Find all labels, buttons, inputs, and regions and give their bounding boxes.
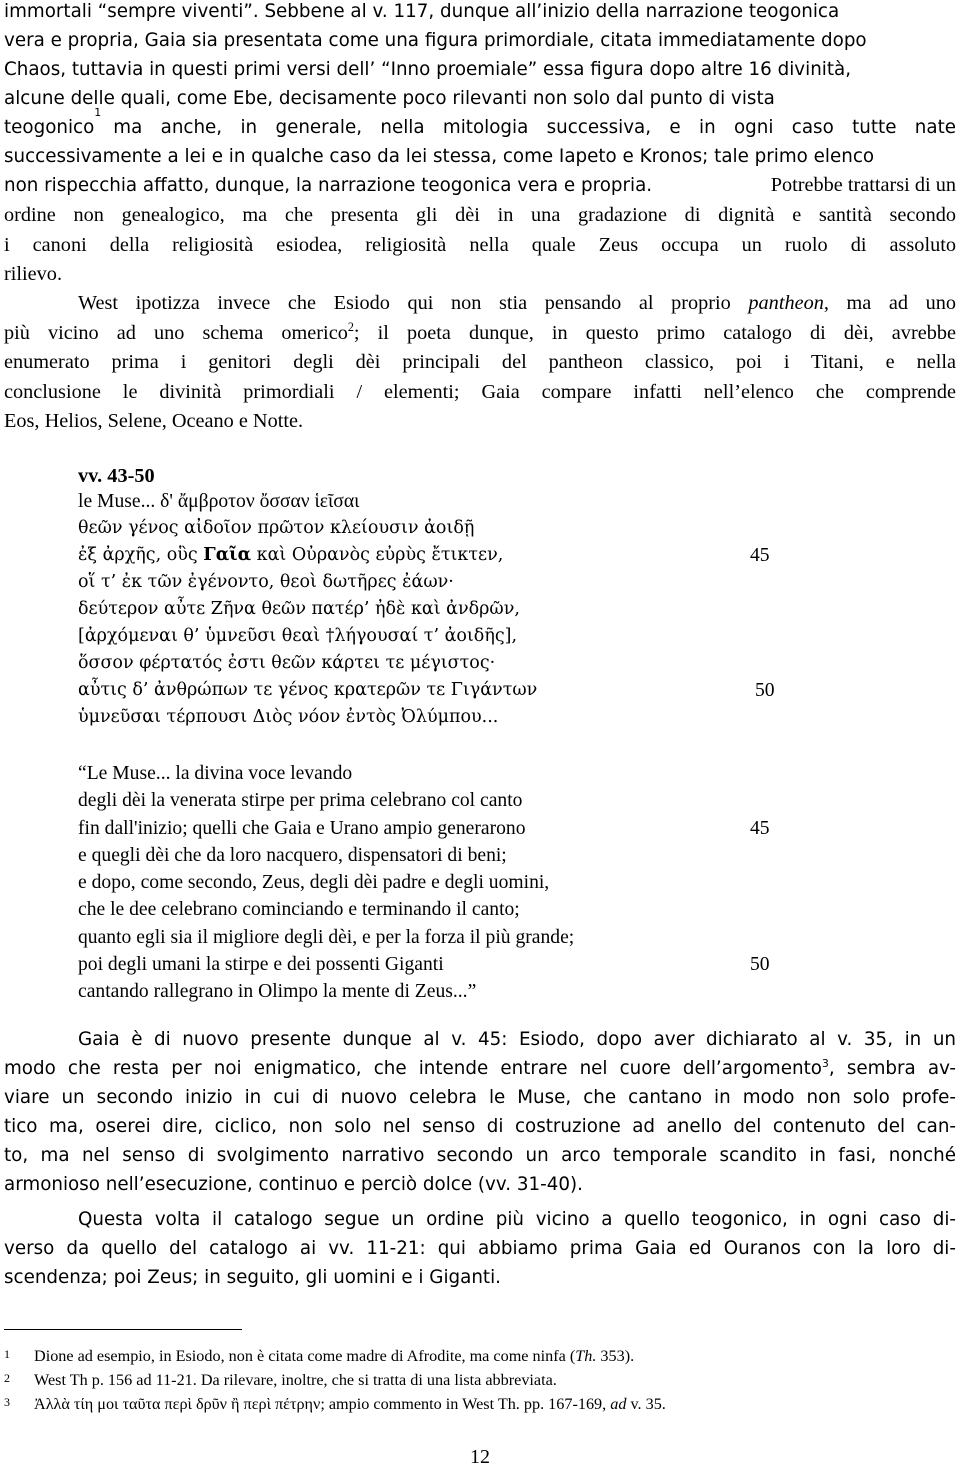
text-line-content (4, 1054, 956, 1083)
verse-number: 45 (750, 817, 770, 839)
italian-translation (0, 760, 960, 1006)
text-line (4, 260, 956, 290)
text-line-content: armonioso nell’esecuzione, continuo e perciò dolce (vv. 31-40). (4, 1174, 583, 1195)
text-segment: ; il poeta dunque, in questo primo catalogo di dèi, avrebbe (353, 321, 956, 344)
text-line (4, 201, 956, 231)
footnote-marker: 1 (4, 1347, 10, 1361)
text-line-content: immortali “sempre viventi”. Sebbene al v. 117, dunque all’inizio della narrazione teogonica (4, 1, 840, 22)
footnote-marker: 2 (4, 1371, 10, 1385)
text-line-content: tico ma, oserei dire, ciclico, non solo nel senso di costruzione ad anello del contenuto del can- (4, 1116, 956, 1137)
footnote-segment: 353). (596, 1347, 635, 1365)
translation-text: e quegli dèi che da loro nacquero, dispensatori di beni; (78, 844, 507, 866)
text-line (4, 1263, 956, 1292)
verse-line (0, 704, 960, 731)
verse-line (0, 596, 960, 623)
text-line (4, 1083, 956, 1112)
text-line (4, 231, 956, 261)
paragraph-3 (4, 1025, 956, 1199)
text-line (4, 1112, 956, 1141)
text-line-content: vera e propria, Gaia sia presentata come una figura primordiale, citata immediatamente dopo (4, 30, 867, 51)
translation-text: fin dall'inizio; quelli che Gaia e Urano ampio generarono (78, 817, 526, 839)
verse-line (0, 542, 960, 569)
text-line-content: ordine non genealogico, ma che presenta gli dèi in una gradazione di dignità e santità secondo (4, 204, 956, 226)
text-segment: , ma ad uno (823, 292, 957, 314)
text-line-content (113, 113, 956, 142)
text-line-rest: ma anche, in generale, nella mitologia successiva, e in ogni caso tutte nate (113, 117, 956, 138)
text-line-content: rilievo. (4, 263, 63, 285)
text-line-content: viare un secondo inizio in cui di nuovo celebra le Muse, che cantano in modo non solo profe- (4, 1087, 956, 1108)
paragraph-1 (4, 0, 956, 200)
text-line (4, 407, 956, 437)
paragraph-4 (4, 1205, 956, 1292)
text-line-content: verso da quello del catalogo ai vv. 11-21: qui abbiamo prima Gaia ed Ouranos con la loro di- (4, 1238, 956, 1259)
verses-heading: vv. 43-50 (78, 465, 155, 487)
footnote-text (34, 1345, 634, 1368)
paragraph-1-continued (4, 201, 956, 290)
translation-line (0, 978, 960, 1005)
translation-line (0, 896, 960, 923)
text-line-content: non rispecchia affatto, dunque, la narrazione teogonica vera e propria. (4, 175, 653, 196)
text-segment: più vicino ad uno schema omerico (4, 321, 348, 344)
verse-bold-name: Γαῖα (203, 545, 252, 565)
translation-text: quanto egli sia il migliore degli dèi, e per la forza il più grande; (78, 926, 575, 948)
text-line (4, 84, 956, 113)
translation-line (0, 787, 960, 814)
text-line (4, 1141, 956, 1170)
text-line (4, 1234, 956, 1263)
translation-text: poi degli umani la stirpe e dei possenti Giganti (78, 954, 444, 976)
translation-line (0, 842, 960, 869)
verse-line (0, 677, 960, 704)
text-line-content (4, 319, 956, 349)
translation-line (0, 951, 960, 978)
text-segment: , sembra av- (828, 1058, 956, 1079)
verse-text: ὅσσον φέρτατός ἐστι θεῶν κάρτει τε μέγιστος· (78, 653, 496, 673)
verse-text: ὑμνεῦσαι τέρπουσι Διὸς νόον ἐντὸς Ὀλύμπου... (78, 707, 499, 727)
text-line (4, 55, 956, 84)
text-line (4, 289, 956, 319)
verse-number: 45 (750, 545, 770, 566)
text-line (4, 319, 956, 349)
verse-text: οἵ τ’ ἐκ τῶν ἐγένοντο, θεοὶ δωτῆρες ἐάων· (78, 572, 454, 592)
text-line-content: Potrebbe trattarsi di un (770, 174, 956, 196)
verse-text: [ἀρχόμεναι θ’ ὑμνεῦσι θεαὶ †λήγουσαί τ’ ἀοιδῆς], (78, 626, 518, 646)
verse-line (0, 650, 960, 677)
translation-text: degli dèi la venerata stirpe per prima celebrano col canto (78, 790, 523, 812)
footnote-ref-3[interactable]: 3 (821, 1056, 829, 1070)
text-line-content: successivamente a lei e in qualche caso da lei stessa, come Iapeto e Kronos; tale primo elenco (4, 146, 875, 167)
verse-line (0, 488, 960, 515)
footnote-italic: ad (610, 1395, 627, 1413)
translation-line (0, 924, 960, 951)
footnote-italic: Th. (575, 1347, 597, 1365)
text-line-content: enumerato prima i genitori degli dèi principali del pantheon classico, poi i Titani, e nella (4, 351, 956, 373)
text-segment: West ipotizza invece che Esiodo qui non stia pensando al proprio (78, 292, 749, 314)
verse-segment: ἐξ ἀρχῆς, οὓς (78, 545, 204, 565)
text-line-content: conclusione le divinità primordiali / elementi; Gaia compare infatti nell’elenco che comprende (4, 380, 956, 403)
verse-text: θεῶν γένος αἰδοῖον πρῶτον κλείουσιν ἀοιδῇ (78, 518, 475, 538)
verse-text: le Muse... δ' ἄμβροτον ὄσσαν ἱεῖσαι (78, 491, 360, 512)
text-line-content: scendenza; poi Zeus; in seguito, gli uomini e i Giganti. (4, 1267, 501, 1288)
page-number: 12 (470, 1446, 490, 1468)
verse-number: 50 (750, 954, 770, 976)
footnote-segment: Dione ad esempio, in Esiodo, non è citata come madre di Afrodite, ma come ninfa ( (34, 1347, 576, 1365)
text-line (4, 348, 956, 378)
verse-line (0, 515, 960, 542)
text-line (4, 1025, 956, 1054)
footnote-text: West Th p. 156 ad 11-21. Da rilevare, inoltre, che si tratta di una lista abbreviata. (34, 1371, 557, 1389)
text-line (4, 0, 956, 26)
text-line-content: to, ma nel senso di svolgimento narrativo secondo un arco temporale scandito in fasi, nonché (4, 1145, 956, 1166)
footnote-ref-2[interactable]: 2 (347, 319, 354, 334)
footnote-text (34, 1393, 666, 1416)
text-line (4, 26, 956, 55)
translation-line (0, 760, 960, 787)
translation-text: che le dee celebrano cominciando e terminando il canto; (78, 899, 520, 921)
text-line (4, 142, 956, 171)
verse-line (0, 623, 960, 650)
paragraph-2 (4, 289, 956, 437)
greek-verses (0, 488, 960, 731)
translation-text: e dopo, come secondo, Zeus, degli dèi padre e degli uomini, (78, 872, 550, 894)
text-line (4, 378, 956, 408)
footnote-ref-1[interactable]: 1 (94, 106, 102, 119)
text-line (4, 1054, 956, 1083)
text-line-content: i canoni della religiosità esiodea, religiosità nella quale Zeus occupa un ruolo di assoluto (4, 233, 956, 256)
text-segment: modo che resta per noi enigmatico, che intende entrare nel cuore dell’argomento (4, 1058, 822, 1079)
italic-term: pantheon (748, 292, 824, 314)
footnote-segment: v. 35. (626, 1395, 666, 1413)
word-teogonico: teogonico (4, 117, 95, 138)
translation-line (0, 869, 960, 896)
text-line-content: alcune delle quali, come Ebe, decisamente poco rilevanti non solo dal punto di vista (4, 88, 775, 109)
footnote-segment: Ἀλλὰ τίη μοι ταῦτα περὶ δρῦν ἢ περὶ πέτρην; ampio commento in West Th. pp. 167-169, (34, 1395, 611, 1413)
text-line-content: Chaos, tuttavia in questi primi versi dell’ “Inno proemiale” essa figura dopo altre 16 divinità, (4, 59, 852, 80)
text-line (4, 106, 956, 142)
text-line (4, 1170, 956, 1199)
verse-number: 50 (755, 680, 775, 701)
text-line (4, 171, 956, 200)
footnote-marker: 3 (4, 1395, 10, 1409)
text-line-content: Gaia è di nuovo presente dunque al v. 45: Esiodo, dopo aver dichiarato al v. 35, in un (78, 1029, 956, 1050)
text-line-content: Questa volta il catalogo segue un ordine più vicino a quello teogonico, in ogni caso di- (78, 1209, 956, 1230)
translation-text: “Le Muse... la divina voce levando (78, 763, 353, 784)
verse-text: αὖτις δ’ ἀνθρώπων τε γένος κρατερῶν τε Γιγάντων (78, 680, 538, 700)
text-line (4, 1205, 956, 1234)
text-line-content: Eos, Helios, Selene, Oceano e Notte. (4, 410, 304, 432)
translation-line (0, 815, 960, 842)
verse-text: δεύτερον αὖτε Ζῆνα θεῶν πατέρ’ ἠδὲ καὶ ἀνδρῶν, (78, 599, 520, 619)
text-line-content (78, 289, 956, 319)
verse-text (78, 542, 503, 569)
translation-text: cantando rallegrano in Olimpo la mente di Zeus...” (78, 981, 477, 1003)
verse-segment: καὶ Οὐρανὸς εὐρὺς ἔτικτεν, (251, 545, 504, 565)
verse-line (0, 569, 960, 596)
footnote-rule (4, 1329, 242, 1330)
